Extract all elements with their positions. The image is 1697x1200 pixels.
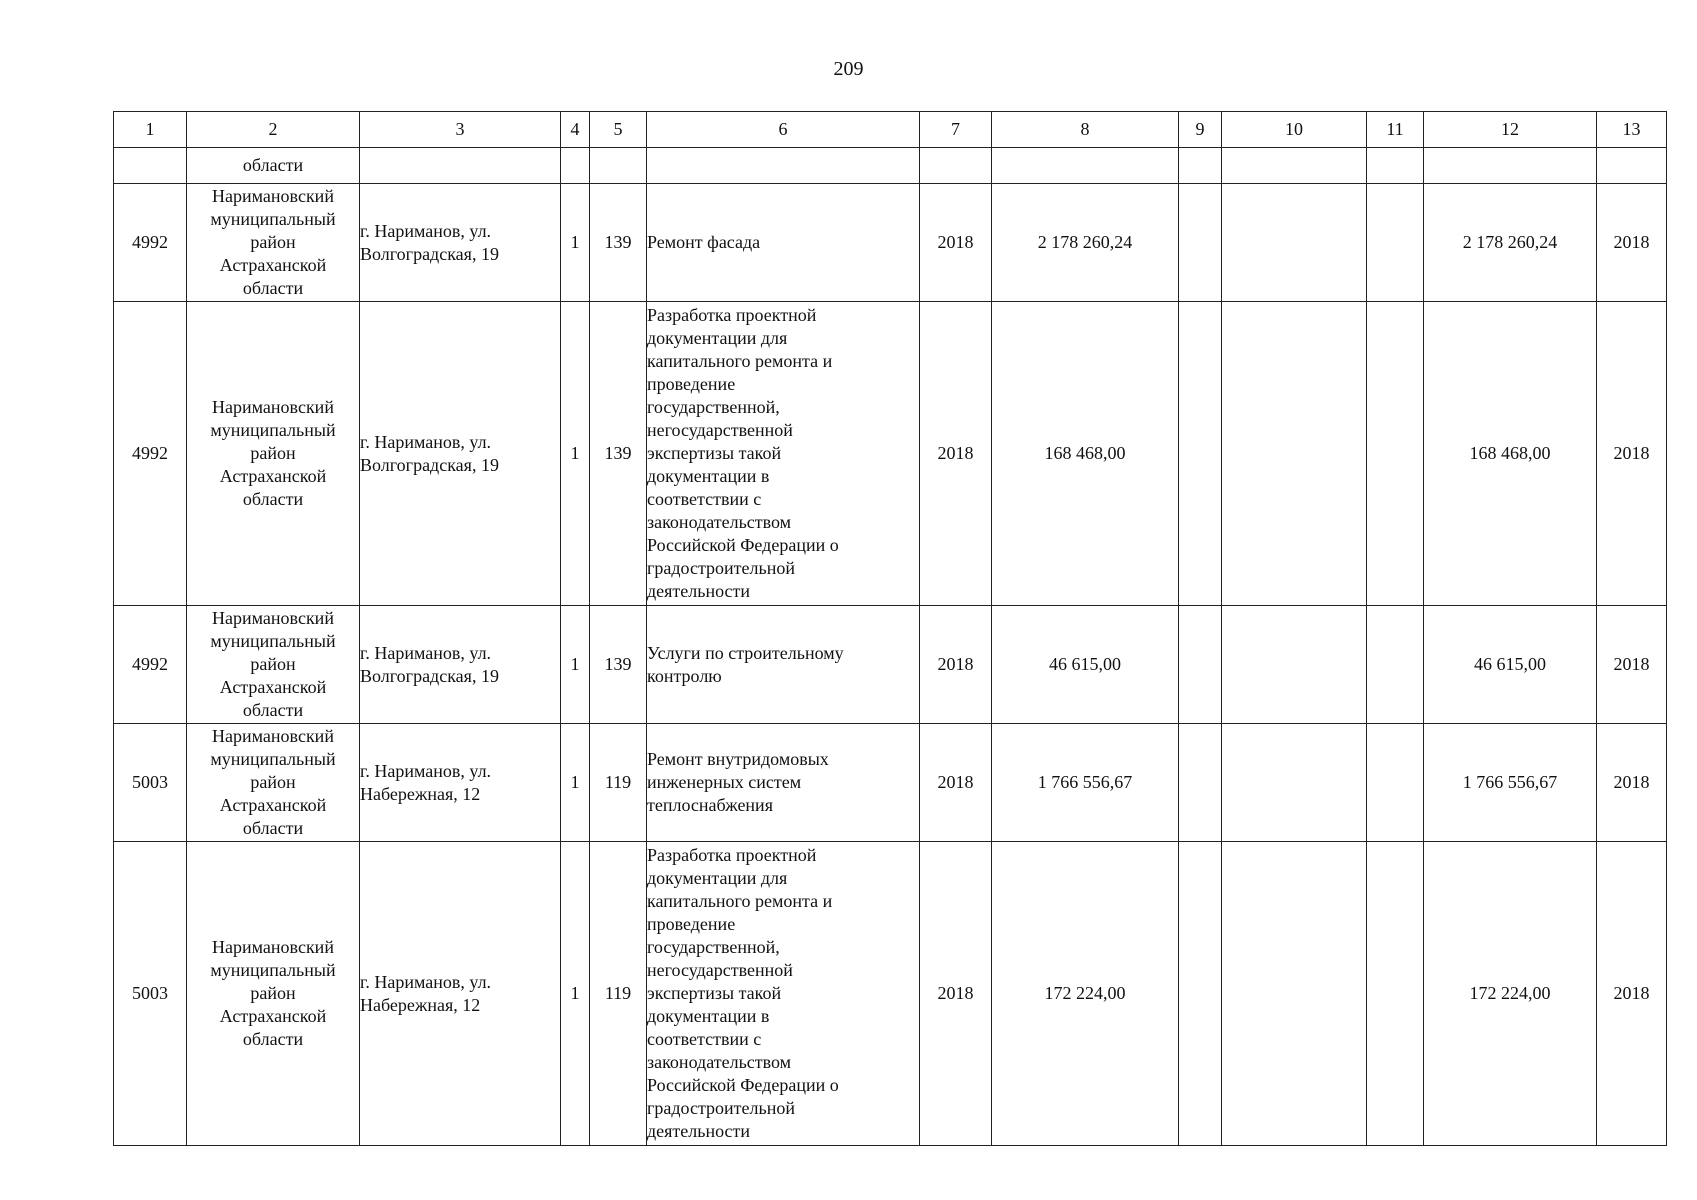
column-header: 6: [647, 112, 920, 148]
cell-empty: [1367, 148, 1424, 184]
work-schedule-table: [113, 111, 1667, 1146]
total-cost-cell: 168 468,00: [992, 302, 1179, 606]
year-cell: 2018: [920, 724, 992, 842]
year-cell: 2018: [920, 184, 992, 302]
amount-cell: 2 178 260,24: [1424, 184, 1597, 302]
col11-cell: [1367, 302, 1424, 606]
col4-cell: 1: [561, 606, 590, 724]
municipality-cell: Наримановский муниципальный район Астраханской области: [187, 842, 360, 1146]
column-header: 8: [992, 112, 1179, 148]
col5-cell: 139: [590, 184, 647, 302]
address-cell: г. Нариманов, ул. Набережная, 12: [360, 724, 561, 842]
table-row: [114, 184, 1667, 302]
col11-cell: [1367, 842, 1424, 1146]
year-cell: 2018: [920, 302, 992, 606]
cell-empty: [920, 148, 992, 184]
municipality-cell: области: [187, 148, 360, 184]
col10-cell: [1222, 302, 1367, 606]
cell-empty: [1179, 148, 1222, 184]
col4-cell: 1: [561, 842, 590, 1146]
column-header: 12: [1424, 112, 1597, 148]
cell-empty: [1597, 148, 1667, 184]
table-row: [114, 302, 1667, 606]
cell-empty: [1222, 148, 1367, 184]
object-id-cell: 5003: [114, 842, 187, 1146]
table-row: [114, 842, 1667, 1146]
col10-cell: [1222, 724, 1367, 842]
col9-cell: [1179, 724, 1222, 842]
cell-empty: [1424, 148, 1597, 184]
work-type-cell: Разработка проектной документации для капитального ремонта и проведение государственной, негосударственной экспертизы такой документации в соответствии с законодательством Российской Федерации о градостроительной деятельности: [647, 842, 920, 1146]
cell-empty: [590, 148, 647, 184]
col5-cell: 139: [590, 606, 647, 724]
column-header: 9: [1179, 112, 1222, 148]
address-cell: г. Нариманов, ул. Волгоградская, 19: [360, 184, 561, 302]
col9-cell: [1179, 842, 1222, 1146]
municipality-cell: Наримановский муниципальный район Астраханской области: [187, 724, 360, 842]
completion-year-cell: 2018: [1597, 724, 1667, 842]
table-row: [114, 724, 1667, 842]
amount-cell: 46 615,00: [1424, 606, 1597, 724]
total-cost-cell: 172 224,00: [992, 842, 1179, 1146]
column-header: 4: [561, 112, 590, 148]
column-header: 13: [1597, 112, 1667, 148]
work-type-cell: Услуги по строительному контролю: [647, 606, 920, 724]
address-cell: г. Нариманов, ул. Волгоградская, 19: [360, 606, 561, 724]
col4-cell: 1: [561, 724, 590, 842]
column-header: 11: [1367, 112, 1424, 148]
object-id-cell: 5003: [114, 724, 187, 842]
cell-empty: [647, 148, 920, 184]
amount-cell: 168 468,00: [1424, 302, 1597, 606]
col4-cell: 1: [561, 184, 590, 302]
amount-cell: 1 766 556,67: [1424, 724, 1597, 842]
col9-cell: [1179, 606, 1222, 724]
col9-cell: [1179, 302, 1222, 606]
municipality-cell: Наримановский муниципальный район Астраханской области: [187, 606, 360, 724]
address-cell: г. Нариманов, ул. Волгоградская, 19: [360, 302, 561, 606]
total-cost-cell: 1 766 556,67: [992, 724, 1179, 842]
col10-cell: [1222, 842, 1367, 1146]
column-header: 5: [590, 112, 647, 148]
col10-cell: [1222, 606, 1367, 724]
col5-cell: 139: [590, 302, 647, 606]
col10-cell: [1222, 184, 1367, 302]
cell-empty: [114, 148, 187, 184]
completion-year-cell: 2018: [1597, 184, 1667, 302]
cell-empty: [561, 148, 590, 184]
completion-year-cell: 2018: [1597, 606, 1667, 724]
object-id-cell: 4992: [114, 606, 187, 724]
continuation-row: [114, 148, 1667, 184]
year-cell: 2018: [920, 606, 992, 724]
total-cost-cell: 2 178 260,24: [992, 184, 1179, 302]
municipality-cell: Наримановский муниципальный район Астраханской области: [187, 184, 360, 302]
column-number-header: [114, 112, 1667, 148]
total-cost-cell: 46 615,00: [992, 606, 1179, 724]
work-type-cell: Ремонт внутридомовых инженерных систем теплоснабжения: [647, 724, 920, 842]
page-number: 209: [833, 58, 864, 80]
object-id-cell: 4992: [114, 184, 187, 302]
column-header: 10: [1222, 112, 1367, 148]
col9-cell: [1179, 184, 1222, 302]
cell-empty: [360, 148, 561, 184]
column-header: 3: [360, 112, 561, 148]
amount-cell: 172 224,00: [1424, 842, 1597, 1146]
year-cell: 2018: [920, 842, 992, 1146]
column-header: 1: [114, 112, 187, 148]
municipality-cell: Наримановский муниципальный район Астраханской области: [187, 302, 360, 606]
column-header: 7: [920, 112, 992, 148]
col11-cell: [1367, 606, 1424, 724]
column-header: 2: [187, 112, 360, 148]
col11-cell: [1367, 184, 1424, 302]
work-type-cell: Разработка проектной документации для капитального ремонта и проведение государственной, негосударственной экспертизы такой документации в соответствии с законодательством Российской Федерации о градостроительной деятельности: [647, 302, 920, 606]
object-id-cell: 4992: [114, 302, 187, 606]
completion-year-cell: 2018: [1597, 842, 1667, 1146]
table-row: [114, 606, 1667, 724]
cell-empty: [992, 148, 1179, 184]
col5-cell: 119: [590, 842, 647, 1146]
col5-cell: 119: [590, 724, 647, 842]
col4-cell: 1: [561, 302, 590, 606]
address-cell: г. Нариманов, ул. Набережная, 12: [360, 842, 561, 1146]
col11-cell: [1367, 724, 1424, 842]
work-type-cell: Ремонт фасада: [647, 184, 920, 302]
completion-year-cell: 2018: [1597, 302, 1667, 606]
